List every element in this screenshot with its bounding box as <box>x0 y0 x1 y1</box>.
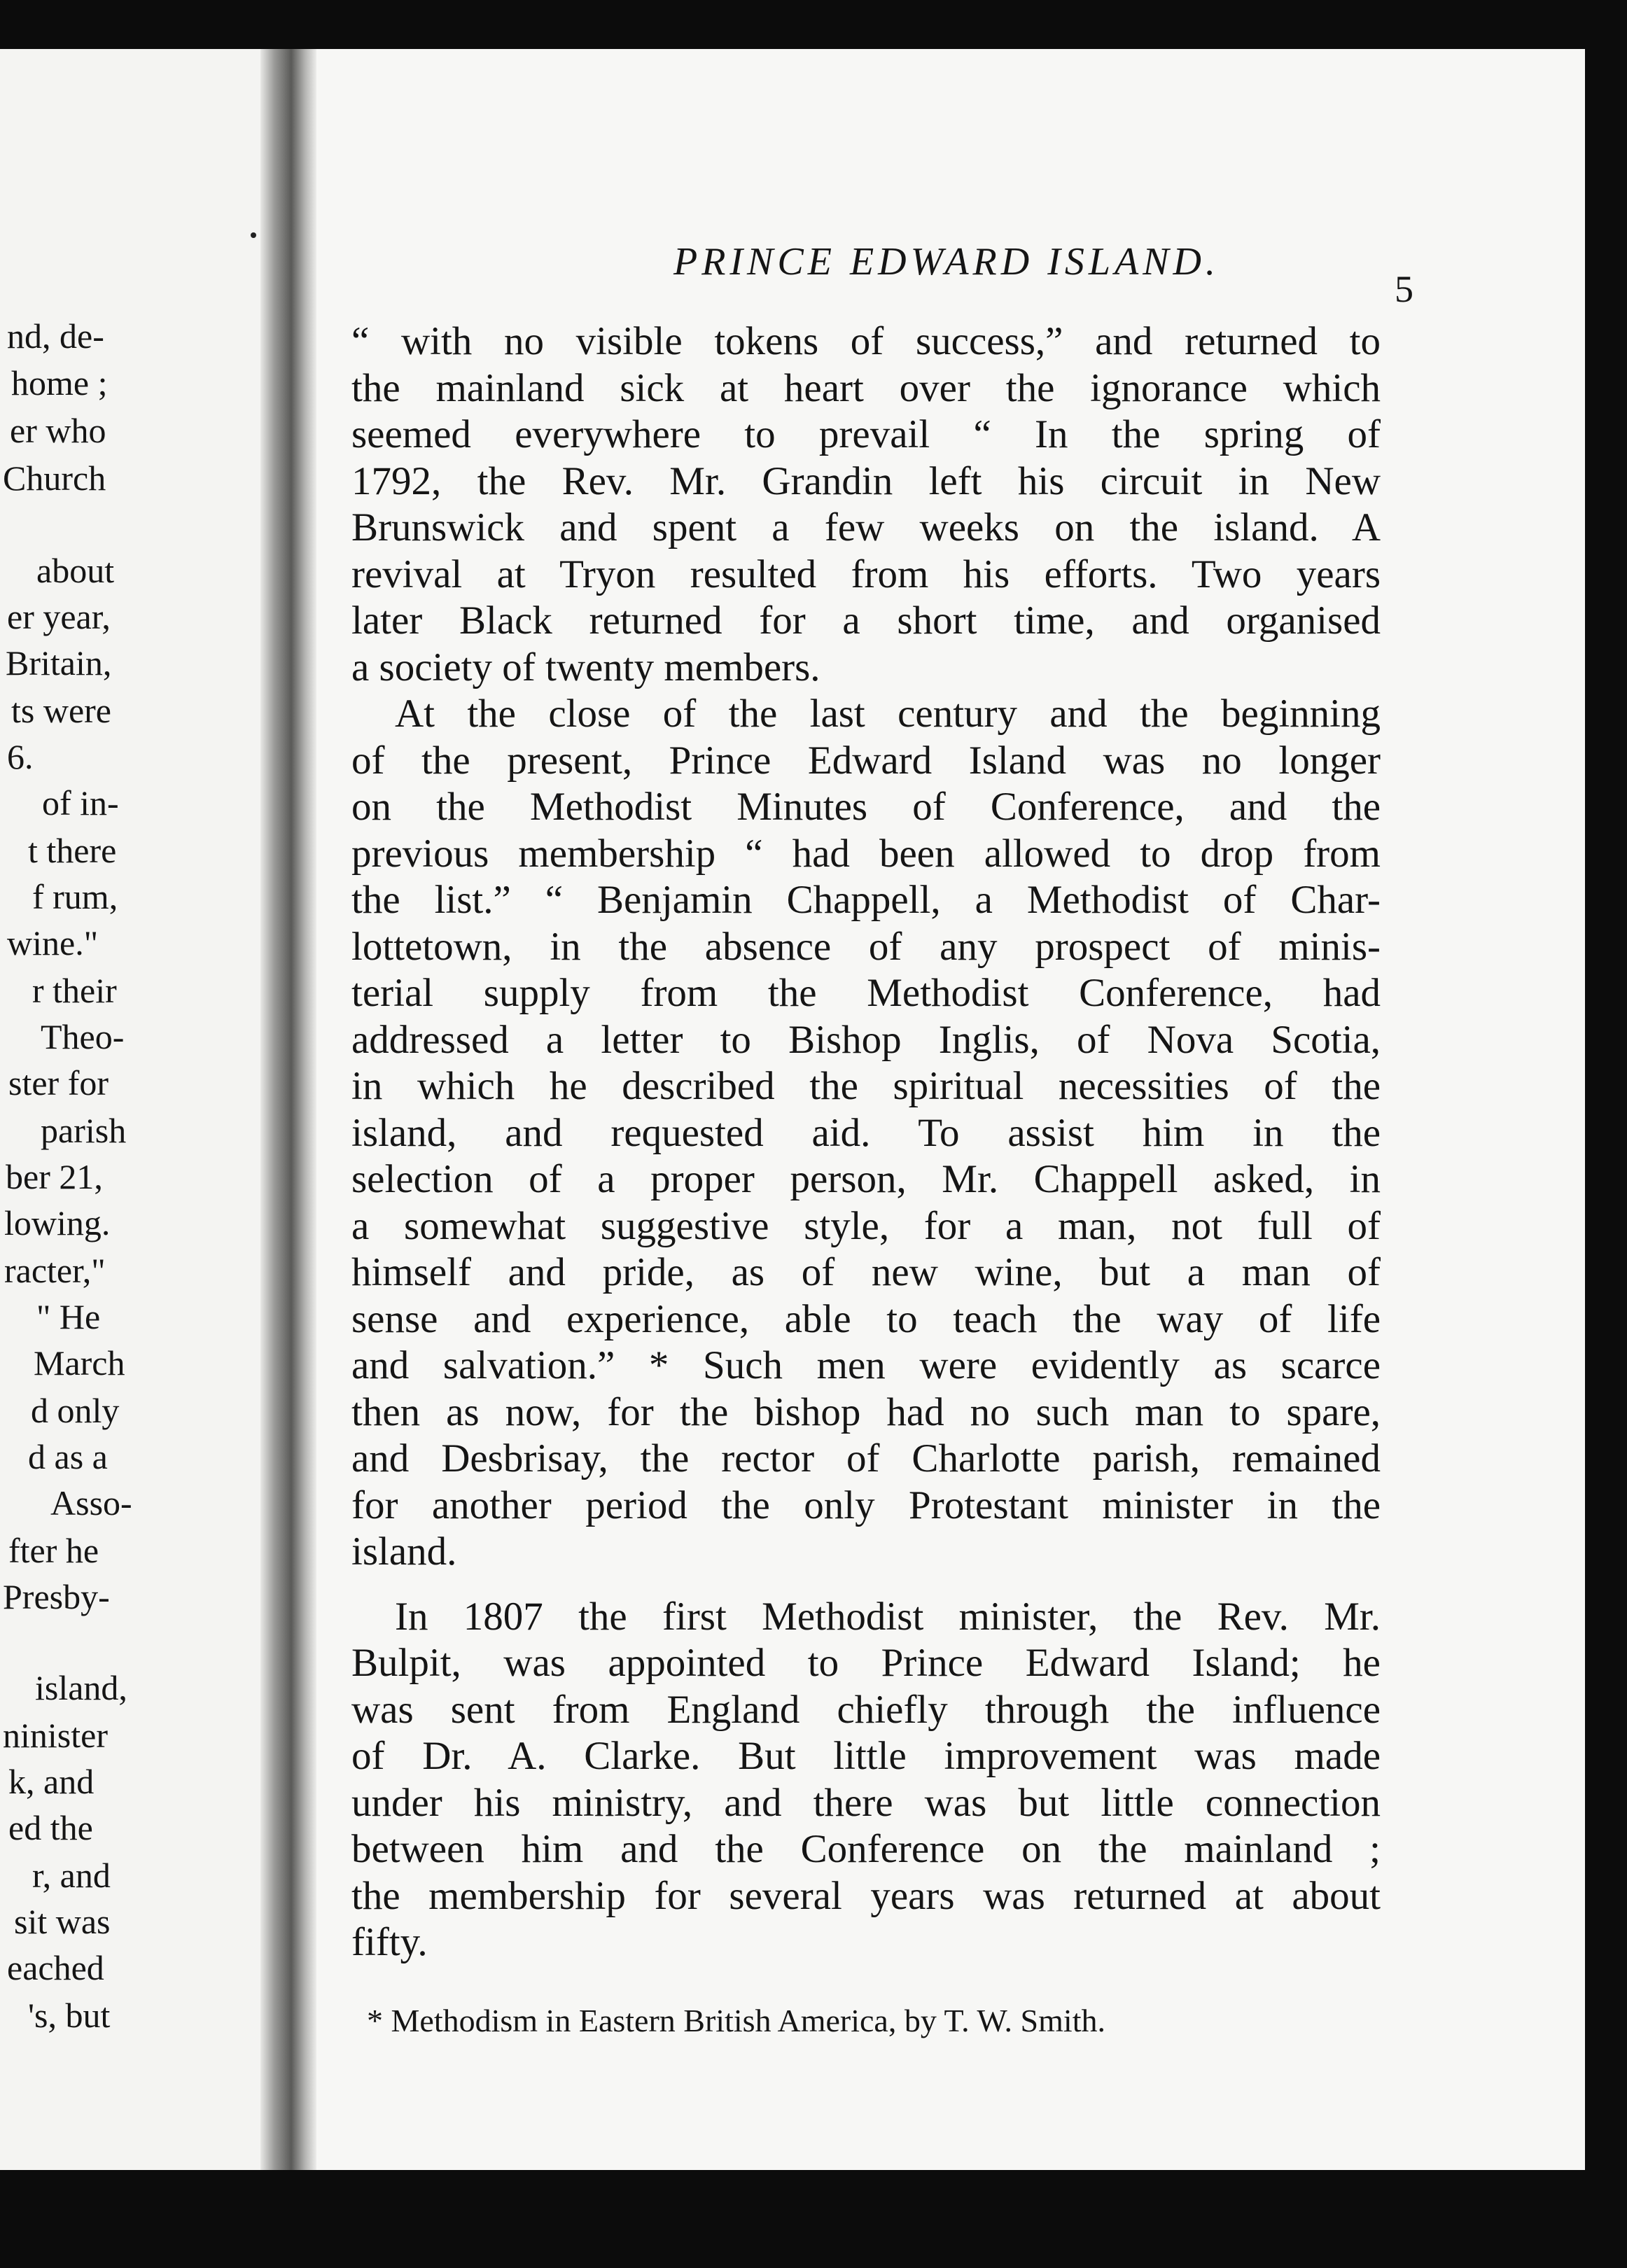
text-line: was sent from England chiefly through the influence <box>351 1687 1381 1732</box>
left-page <box>0 49 260 2208</box>
text-line: revival at Tryon resulted from his efforts. Two years <box>351 552 1381 596</box>
text-line: island. <box>351 1530 457 1574</box>
left-page-line: lowing. <box>4 1203 111 1242</box>
text-line: “ with no visible tokens of success,” and returned to <box>351 319 1381 363</box>
text-line: himself and pride, as of new wine, but a man of <box>351 1250 1381 1294</box>
left-page-line: parish <box>41 1111 127 1150</box>
text-line: fifty. <box>351 1920 428 1964</box>
text-line: lottetown, in the absence of any prospect of minis- <box>351 924 1381 969</box>
left-page-line: er year, <box>7 597 111 636</box>
scan-border <box>0 2170 1627 2268</box>
text-line: sense and experience, able to teach the way of life <box>351 1296 1381 1341</box>
text-line: of Dr. A. Clarke. But little improvement was made <box>351 1734 1381 1778</box>
speck-mark <box>251 232 256 238</box>
text-line: later Black returned for a short time, and organised <box>351 598 1381 643</box>
body-text <box>351 318 1381 1966</box>
left-page-line: Theo- <box>41 1017 125 1056</box>
text-line: terial supply from the Methodist Conference, had <box>351 971 1381 1015</box>
text-line: the mainland sick at heart over the ignorance which <box>351 365 1381 410</box>
text-line: and salvation.” * Such men were evidently as scarce <box>351 1343 1381 1387</box>
text-line: selection of a proper person, Mr. Chappell asked, in <box>351 1157 1381 1201</box>
left-page-line: 's, but <box>28 1996 111 2035</box>
left-page-line: k, and <box>8 1762 95 1801</box>
left-page-line: f rum, <box>32 877 118 916</box>
text-line: island, and requested aid. To assist him in the <box>351 1110 1381 1155</box>
text-line: Brunswick and spent a few weeks on the island. A <box>351 505 1381 550</box>
left-page-line: ed the <box>8 1808 93 1847</box>
left-page-line: ber 21, <box>6 1157 103 1196</box>
left-page-line: " He <box>36 1297 101 1336</box>
left-page-line: about <box>36 551 115 590</box>
left-page-line: fter he <box>8 1531 99 1570</box>
left-page-line: t there <box>28 831 117 870</box>
text-line: a somewhat suggestive style, for a man, not full of <box>351 1203 1381 1248</box>
running-head: PRINCE EDWARD ISLAND. <box>673 240 1220 284</box>
left-page-line: Asso- <box>50 1483 132 1522</box>
text-line: addressed a letter to Bishop Inglis, of Nova Scotia, <box>351 1017 1381 1062</box>
left-page-line: 6. <box>7 737 34 776</box>
text-line: 1792, the Rev. Mr. Grandin left his circuit in New <box>351 458 1381 503</box>
text-line: on the Methodist Minutes of Conference, and the <box>351 785 1381 829</box>
left-page-line: home ; <box>11 363 108 402</box>
left-page-line: Presby- <box>3 1577 110 1616</box>
left-page-line: Church <box>3 458 106 498</box>
text-line: the list.” “ Benjamin Chappell, a Methodist of Char- <box>351 878 1381 922</box>
text-line: of the present, Prince Edward Island was no longer <box>351 738 1381 783</box>
text-line: At the close of the last century and the beginning <box>395 692 1381 736</box>
left-page-line: island, <box>35 1668 127 1707</box>
text-line: a society of twenty members. <box>351 645 821 690</box>
left-page-line: eached <box>7 1948 104 1987</box>
page-number: 5 <box>1395 268 1413 310</box>
book-spine <box>260 49 316 2208</box>
left-page-line: d as a <box>28 1437 108 1476</box>
left-page-line: racter," <box>4 1251 106 1290</box>
text-line: previous membership “ had been allowed to drop from <box>351 831 1381 876</box>
text-line: between him and the Conference on the mainland ; <box>351 1827 1381 1871</box>
left-page-line: nd, de- <box>7 316 104 356</box>
text-line: In 1807 the first Methodist minister, the Rev. Mr. <box>395 1594 1381 1639</box>
left-page-line: r their <box>32 971 117 1010</box>
right-page <box>316 49 1585 2208</box>
text-line: in which he described the spiritual necessities of the <box>351 1064 1381 1108</box>
left-page-line: ninister <box>3 1716 108 1755</box>
text-line: for another period the only Protestant minister in the <box>351 1483 1381 1527</box>
left-page-line: ts were <box>11 691 111 730</box>
left-page-line: sit was <box>14 1902 111 1941</box>
text-line: Bulpit, was appointed to Prince Edward Island; he <box>351 1641 1381 1685</box>
left-page-line: March <box>34 1343 125 1382</box>
left-page-line: wine." <box>7 923 99 962</box>
left-page-line: d only <box>31 1391 120 1430</box>
text-line: and Desbrisay, the rector of Charlotte parish, remained <box>351 1436 1381 1480</box>
left-page-line: er who <box>10 411 106 450</box>
left-page-line: Britain, <box>6 643 112 682</box>
left-page-line: ster for <box>8 1063 109 1102</box>
left-page-line: of in- <box>42 783 119 822</box>
footnote: * Methodism in Eastern British America, by T. W. Smith. <box>367 2003 1105 2038</box>
text-line: seemed everywhere to prevail “ In the spring of <box>351 412 1381 456</box>
text-line: then as now, for the bishop had no such man to spare, <box>351 1390 1381 1434</box>
text-line: the membership for several years was returned at about <box>351 1873 1381 1918</box>
left-page-line: r, and <box>32 1856 111 1895</box>
text-line: under his ministry, and there was but little connection <box>351 1780 1381 1825</box>
